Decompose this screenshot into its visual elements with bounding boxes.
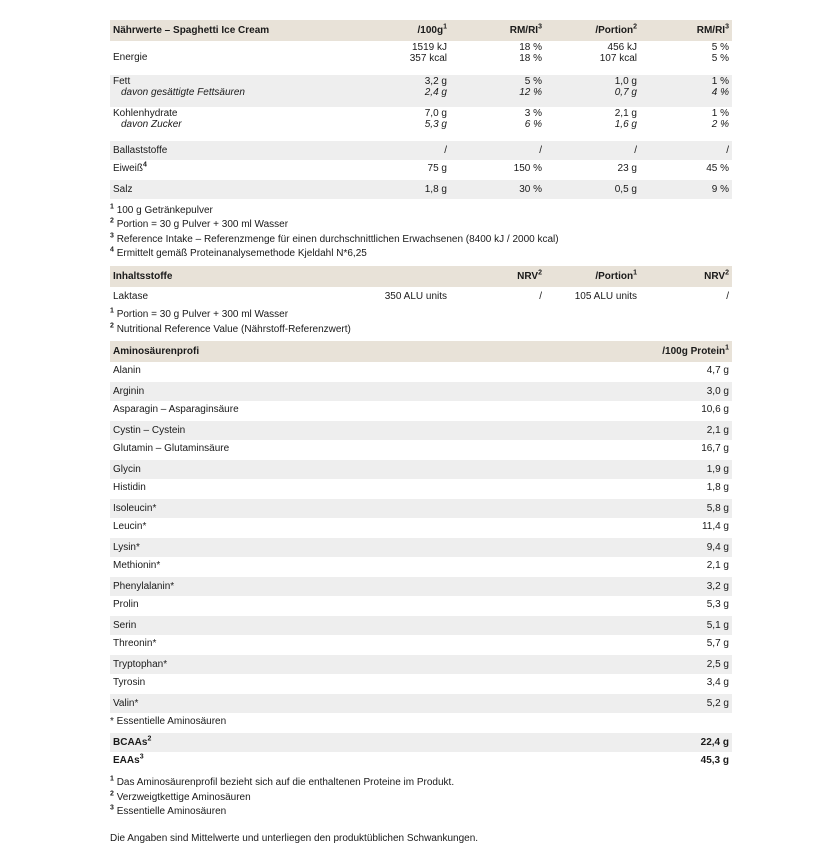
amino-row: [110, 596, 732, 616]
amino-label: Glycin: [110, 459, 610, 479]
footnote: $^2$ Verzweigtkettige Aminosäuren: [110, 790, 251, 803]
amino-row: [110, 401, 732, 421]
amino-label: Tyrosin: [113, 677, 146, 689]
amino-label: Arginin: [110, 381, 610, 401]
cell-rmri: 5 % 12 %: [450, 74, 545, 107]
amino-label: Serin: [110, 615, 610, 635]
nutrition-row-energie: [110, 41, 732, 74]
cell-rmri: 150 %: [513, 163, 542, 175]
cell-portion: 23 g: [617, 163, 637, 175]
cell-nrv: /: [539, 290, 542, 302]
row-label: Eiweiß$^4$: [113, 161, 147, 175]
amino-total-bcaa: [110, 733, 732, 752]
amino-value: 2,1 g: [706, 560, 729, 572]
cell-rmri: 18 % 18 %: [519, 42, 542, 64]
amino-value: 2,5 g: [610, 654, 732, 674]
amino-header-title: Aminosäurenprofi: [110, 341, 610, 362]
row-label: Kohlenhydrate davon Zucker: [113, 108, 182, 130]
cell-portion: 105 ALU units: [574, 290, 637, 302]
amino-value: 3,2 g: [610, 576, 732, 596]
amino-row: [110, 362, 732, 382]
amino-value: 1,8 g: [706, 482, 729, 494]
amino-row: [110, 498, 732, 518]
amino-label: Alanin: [113, 365, 141, 377]
cell-nrv-portion: /: [726, 290, 729, 302]
ingredients-header-row: [110, 266, 732, 287]
cell-rmri: 3 % 6 %: [524, 108, 542, 130]
ingredients-table: [110, 266, 732, 306]
nutrition-row-kohlenhydrate: [110, 107, 732, 140]
amino-row: [110, 518, 732, 538]
nutrition-header-per100g: $/100g^1$: [390, 20, 450, 41]
amino-row: [110, 537, 732, 557]
nutrition-header-rmri-portion: $RM/RI^3$: [640, 20, 732, 41]
amino-value: 3,0 g: [610, 381, 732, 401]
amino-value: 5,8 g: [610, 498, 732, 518]
nutrition-header-portion: /Portion$^2$: [545, 20, 640, 41]
amino-value: 9,4 g: [610, 537, 732, 557]
cell-rmri-portion: 5 % 5 %: [711, 42, 729, 64]
ingredients-header-portion: /Portion$^1$: [545, 266, 640, 287]
amino-value: 2,1 g: [610, 420, 732, 440]
amino-value: 5,1 g: [610, 615, 732, 635]
ingredients-row-laktase: [110, 287, 732, 306]
amino-label: Leucin*: [113, 521, 147, 533]
row-label: EAAs$^3$: [113, 754, 144, 767]
nutrition-footnotes: [110, 204, 732, 262]
cell-value: 45,3 g: [700, 755, 729, 767]
cell-amount: 350 ALU units: [384, 290, 447, 302]
row-label: Ballaststoffe: [110, 140, 390, 160]
amino-label: Histidin: [113, 482, 146, 494]
amino-value: 11,4 g: [701, 521, 729, 533]
nutrition-header-row: [110, 20, 732, 41]
footnote: $^3$ Essentielle Aminosäuren: [110, 805, 227, 818]
amino-row: [110, 459, 732, 479]
amino-value: 3,4 g: [706, 677, 729, 689]
row-label: Laktase: [113, 290, 149, 302]
nutrition-header-rmri: $RM/RI^3$: [450, 20, 545, 41]
ingredients-header-empty: [310, 266, 450, 287]
nutrition-row-salz: [110, 179, 732, 199]
row-label: Fett davon gesättigte Fettsäuren: [110, 74, 390, 107]
amino-label: Phenylalanin*: [110, 576, 610, 596]
amino-label: Lysin*: [110, 537, 610, 557]
amino-totals-table: [110, 733, 732, 770]
amino-footnotes: [110, 776, 732, 820]
amino-header-row: [110, 341, 732, 362]
footnote: $^1$ Das Aminosäurenprofil bezieht sich auf die enthaltenen Proteine im Produkt.: [110, 775, 455, 789]
amino-value: 5,3 g: [706, 599, 729, 611]
amino-row: [110, 557, 732, 577]
cell-rmri-portion: /: [640, 140, 732, 160]
cell-rmri-portion: 45 %: [706, 163, 729, 175]
amino-label: Threonin*: [113, 638, 157, 650]
disclaimer: Die Angaben sind Mittelwerte und unterliegen den produktüblichen Schwankungen.: [110, 832, 479, 844]
amino-row: [110, 654, 732, 674]
footnote: $^2$ Nutritional Reference Value (Nährstoff-Referenzwert): [110, 322, 351, 335]
amino-label: Prolin: [113, 599, 139, 611]
row-label: Energie: [113, 52, 148, 63]
amino-row: [110, 674, 732, 694]
amino-value: 10,6 g: [701, 404, 729, 416]
ingredients-header-nrv: NRV$^2$: [450, 266, 545, 287]
amino-label: Glutamin – Glutaminsäure: [113, 443, 230, 455]
cell-per100g: 75 g: [427, 163, 447, 175]
cell-per100g: 3,2 g 2,4 g: [390, 74, 450, 107]
amino-total-eaa: [110, 752, 732, 771]
nutrition-row-fett: [110, 74, 732, 107]
amino-value: 1,9 g: [610, 459, 732, 479]
row-label: Salz: [110, 179, 390, 199]
cell-portion: 456 kJ 107 kcal: [599, 42, 637, 64]
ingredients-header-nrv-portion: NRV$^2$: [640, 266, 732, 287]
cell-portion: 0,5 g: [545, 179, 640, 199]
essential-note: * Essentielle Aminosäuren: [110, 715, 227, 727]
nutrition-table: [110, 20, 732, 199]
amino-table: [110, 341, 732, 713]
amino-row: [110, 576, 732, 596]
footnote: $^1$ Portion = 30 g Pulver + 300 ml Wasser: [110, 308, 289, 321]
cell-per100g: /: [390, 140, 450, 160]
amino-row: [110, 381, 732, 401]
cell-portion: 2,1 g 1,6 g: [614, 108, 637, 130]
ingredients-footnotes: [110, 308, 732, 337]
ingredients-header-title: Inhaltsstoffe: [110, 266, 310, 287]
amino-rows: [110, 362, 732, 713]
cell-per100g: 7,0 g 5,3 g: [424, 108, 447, 130]
amino-value: 5,7 g: [706, 638, 729, 650]
amino-row: [110, 635, 732, 655]
cell-rmri-portion: 1 % 2 %: [711, 108, 729, 130]
amino-label: Cystin – Cystein: [110, 420, 610, 440]
cell-rmri-portion: 9 %: [640, 179, 732, 199]
nutrition-document: [110, 20, 732, 847]
cell-portion: /: [545, 140, 640, 160]
cell-portion: 1,0 g 0,7 g: [545, 74, 640, 107]
footnote: $^1$ 100 g Getränkepulver: [110, 203, 213, 216]
cell-rmri: /: [450, 140, 545, 160]
cell-value: 22,4 g: [610, 733, 732, 752]
amino-row: [110, 479, 732, 499]
amino-label: Methionin*: [113, 560, 161, 572]
amino-header-per100g-protein: /100g Protein$^1$: [610, 341, 732, 362]
footnote: $^2$ Portion = 30 g Pulver + 300 ml Wasser: [110, 217, 289, 231]
nutrition-row-eiweiss: [110, 160, 732, 180]
amino-label: Asparagin – Asparaginsäure: [113, 404, 239, 416]
amino-label: Isoleucin*: [110, 498, 610, 518]
amino-row: [110, 440, 732, 460]
amino-label: Valin*: [110, 693, 610, 713]
nutrition-header-title: Nährwerte – Spaghetti Ice Cream: [110, 20, 390, 41]
amino-value: 5,2 g: [610, 693, 732, 713]
amino-value: 16,7 g: [701, 443, 729, 455]
amino-row: [110, 420, 732, 440]
amino-row: [110, 693, 732, 713]
amino-value: 4,7 g: [706, 365, 729, 377]
nutrition-row-ballaststoffe: [110, 140, 732, 160]
cell-per100g: 1,8 g: [390, 179, 450, 199]
amino-label: Tryptophan*: [110, 654, 610, 674]
footnote: $^3$ Reference Intake – Referenzmenge für einen durchschnittlichen Erwachsenen (8400 kJ / 2000 kcal): [110, 232, 559, 245]
cell-rmri-portion: 1 % 4 %: [640, 74, 732, 107]
cell-per100g: 1519 kJ 357 kcal: [409, 42, 447, 64]
footnote: $^4$ Ermittelt gemäß Proteinanalysemethode Kjeldahl N*6,25: [110, 246, 367, 260]
amino-row: [110, 615, 732, 635]
cell-rmri: 30 %: [450, 179, 545, 199]
row-label: BCAAs$^2$: [110, 733, 610, 752]
